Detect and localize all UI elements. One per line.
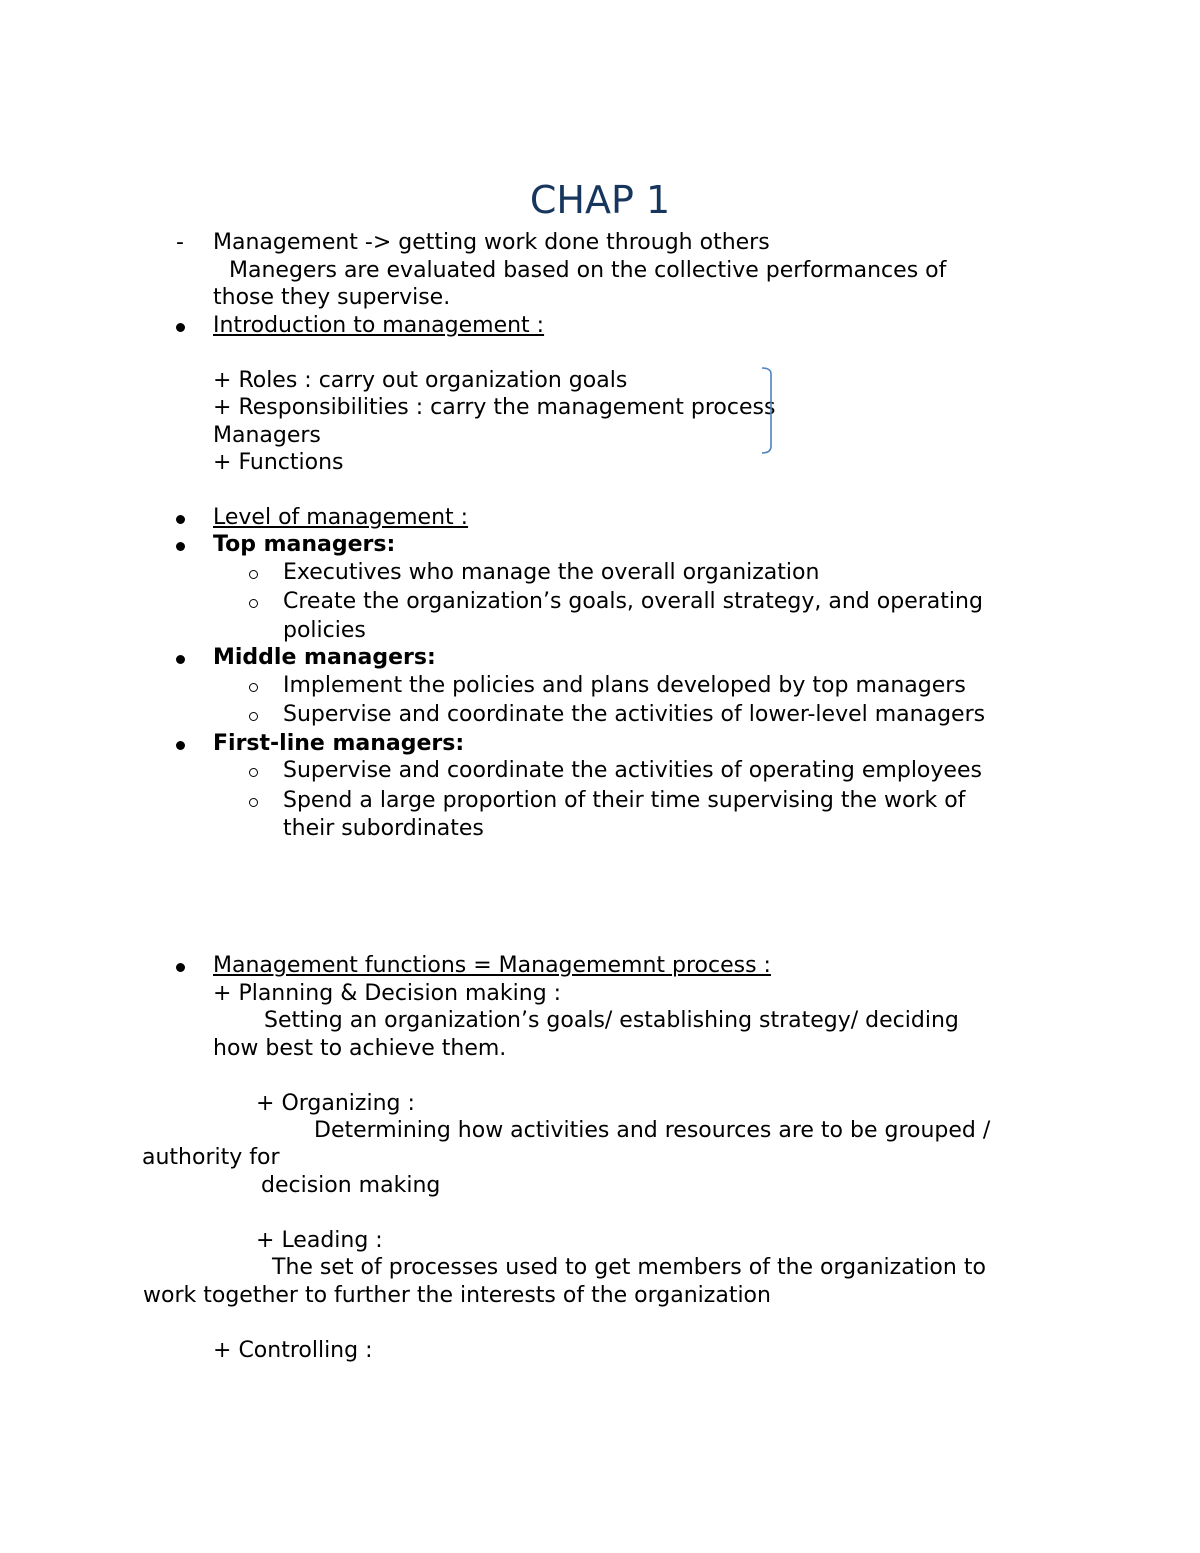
responsibilities-line (213, 394, 775, 422)
plus-icon: + (256, 1091, 275, 1116)
planning-text-2: how best to achieve them. (213, 1036, 507, 1061)
middle-item-1: Implement the policies and plans developed by top managers (283, 673, 966, 698)
functions-heading: Management functions = Managememnt process : (213, 953, 771, 978)
leading-text-1: The set of processes used to get members of the organization to (272, 1255, 986, 1280)
planning-label: Planning & Decision making : (238, 981, 562, 1006)
bullet-dot (176, 515, 185, 524)
functions-line (213, 449, 343, 477)
top-item-2-cont: policies (283, 618, 366, 643)
first-item-2-cont: their subordinates (283, 816, 484, 841)
leading-line (256, 1227, 383, 1255)
sub-bullet-circle (249, 798, 258, 807)
plus-icon: + (213, 368, 232, 393)
plus-icon: + (213, 1338, 232, 1363)
dash-bullet: - (176, 230, 184, 255)
planning-line (213, 980, 561, 1008)
top-item-2: Create the organization’s goals, overall strategy, and operating (283, 589, 983, 614)
responsibilities-text: Responsibilities : carry the management process (238, 395, 776, 420)
bullet-dot (176, 323, 185, 332)
plus-icon: + (256, 1228, 275, 1253)
roles-line (213, 367, 627, 395)
first-item-2: Spend a large proportion of their time supervising the work of (283, 788, 966, 813)
organizing-text-2: authority for (142, 1145, 280, 1170)
controlling-label: Controlling : (238, 1338, 373, 1363)
intro-mgmt-heading: Introduction to management : (213, 313, 545, 338)
intro-line-3: those they supervise. (213, 285, 451, 310)
managers-text: Managers (213, 423, 321, 448)
bullet-dot (176, 963, 185, 972)
controlling-line (213, 1337, 373, 1365)
intro-line-2: Manegers are evaluated based on the collective performances of (229, 258, 947, 283)
organizing-text-3: decision making (261, 1173, 441, 1198)
top-item-1: Executives who manage the overall organization (283, 560, 820, 585)
plus-icon: + (213, 450, 232, 475)
middle-item-2: Supervise and coordinate the activities of lower-level managers (283, 702, 986, 727)
sub-bullet-circle (249, 768, 258, 777)
organizing-label: Organizing : (281, 1091, 415, 1116)
top-managers-label: Top managers: (213, 532, 396, 557)
organizing-line (256, 1090, 415, 1118)
levels-heading: Level of management : (213, 505, 469, 530)
planning-text-1: Setting an organization’s goals/ establishing strategy/ deciding (264, 1008, 959, 1033)
roles-text: Roles : carry out organization goals (238, 368, 628, 393)
bracket-icon (756, 364, 780, 458)
leading-label: Leading : (281, 1228, 383, 1253)
intro-line-1: Management -> getting work done through others (213, 230, 770, 255)
page-title: CHAP 1 (529, 178, 671, 222)
sub-bullet-circle (249, 683, 258, 692)
plus-icon: + (213, 395, 232, 420)
first-line-managers-label: First-line managers: (213, 731, 465, 756)
bullet-dot (176, 655, 185, 664)
plus-icon: + (213, 981, 232, 1006)
first-item-1: Supervise and coordinate the activities of operating employees (283, 758, 982, 783)
leading-text-2: work together to further the interests of the organization (143, 1283, 771, 1308)
organizing-text-1: Determining how activities and resources are to be grouped / (314, 1118, 991, 1143)
sub-bullet-circle (249, 570, 258, 579)
sub-bullet-circle (249, 599, 258, 608)
functions-text: Functions (238, 450, 344, 475)
middle-managers-label: Middle managers: (213, 645, 436, 670)
bullet-dot (176, 542, 185, 551)
sub-bullet-circle (249, 712, 258, 721)
bullet-dot (176, 741, 185, 750)
